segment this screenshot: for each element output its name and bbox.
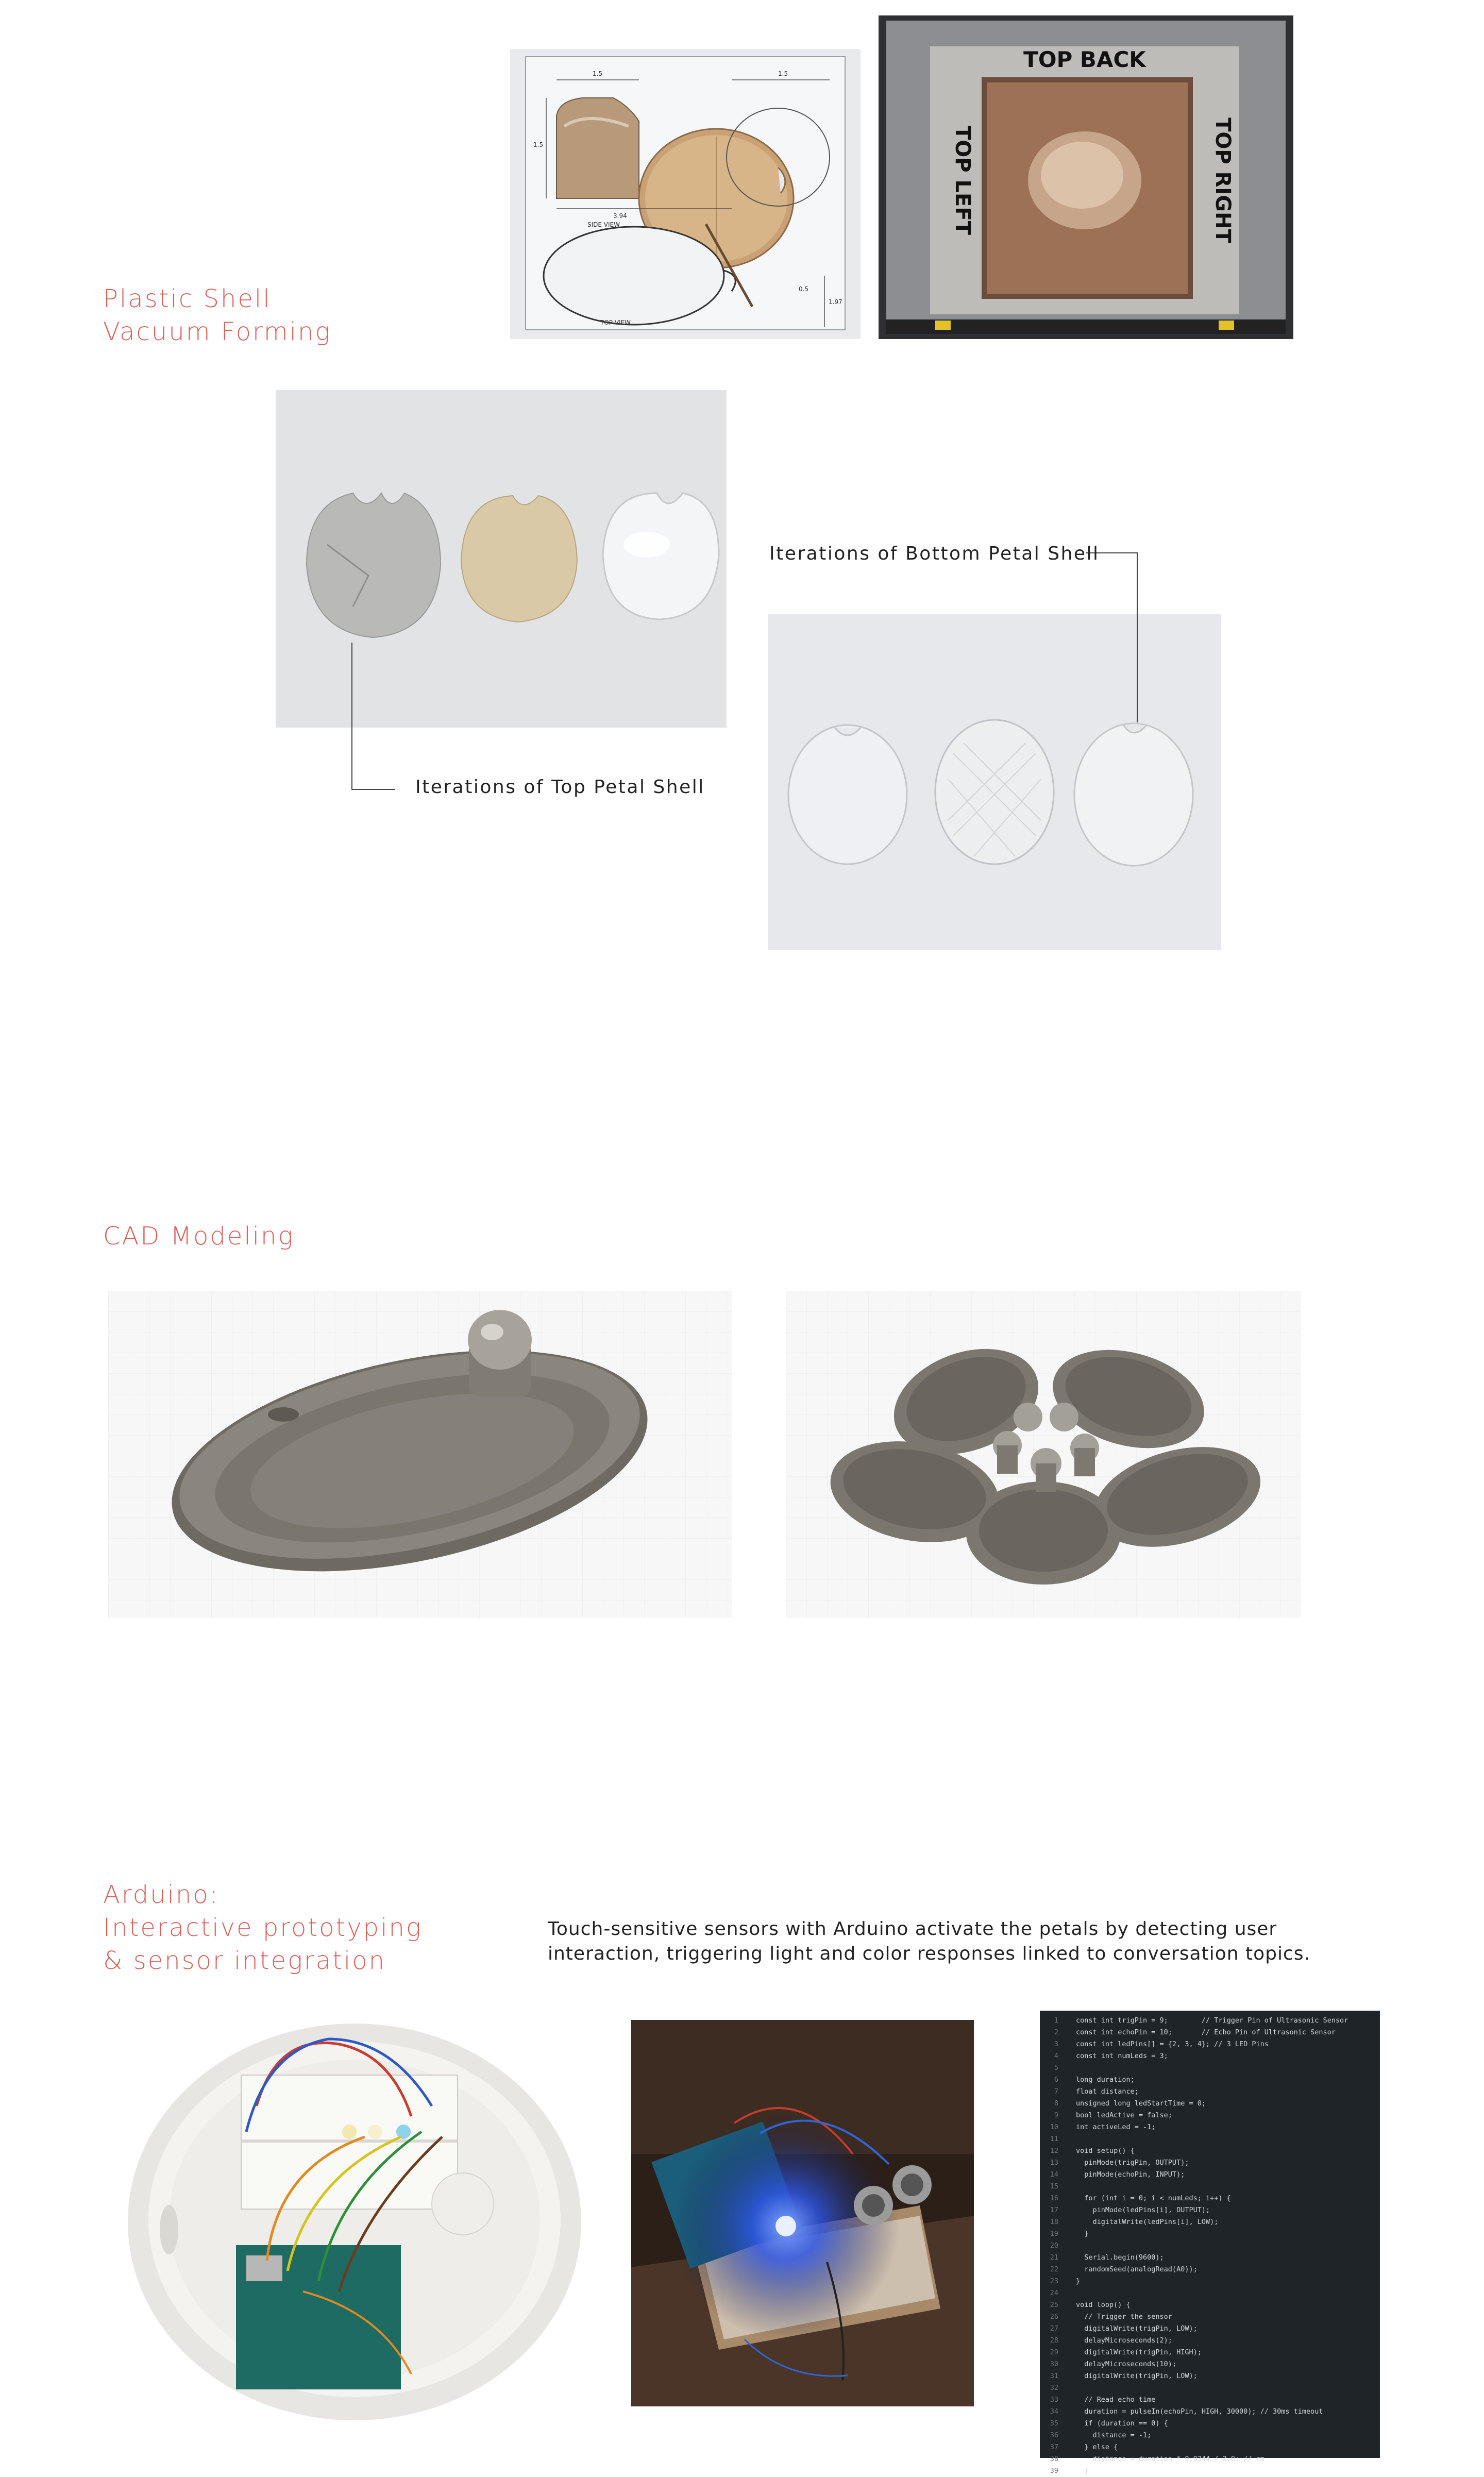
code-line bbox=[1040, 2228, 1380, 2240]
code-line bbox=[1040, 2121, 1380, 2133]
bottom-petal-iterations-photo bbox=[768, 614, 1221, 950]
arduino-in-petal-photo bbox=[123, 2003, 586, 2423]
code-line-number: 4 bbox=[1054, 2052, 1058, 2060]
code-line bbox=[1040, 2252, 1380, 2264]
top-petal-iterations-photo bbox=[276, 390, 727, 728]
code-line-number: 34 bbox=[1050, 2407, 1058, 2416]
mold-label-right: TOP RIGHT bbox=[1211, 117, 1235, 243]
dimension-label: 1.5 bbox=[778, 70, 788, 77]
code-line bbox=[1040, 2465, 1380, 2477]
code-line-number: 35 bbox=[1050, 2419, 1058, 2428]
top-petal-leader-horizontal bbox=[351, 789, 395, 790]
code-line-number: 6 bbox=[1054, 2076, 1058, 2084]
cad-petal-illustration bbox=[108, 1291, 732, 1618]
cad-modeling-heading: CAD Modeling bbox=[103, 1222, 295, 1251]
code-line-number: 39 bbox=[1050, 2467, 1058, 2475]
code-line-number: 20 bbox=[1050, 2242, 1058, 2250]
code-line-number: 7 bbox=[1054, 2087, 1058, 2096]
code-line bbox=[1040, 2133, 1380, 2145]
code-line-number: 30 bbox=[1050, 2360, 1058, 2368]
code-line-number: 9 bbox=[1054, 2111, 1058, 2119]
code-line-number: 29 bbox=[1050, 2348, 1058, 2356]
heading-line: Arduino: bbox=[103, 1880, 220, 1909]
code-line bbox=[1040, 2406, 1380, 2418]
code-line-number: 37 bbox=[1050, 2443, 1058, 2451]
arduino-heading bbox=[103, 1878, 423, 1977]
top-petal-leader-vertical bbox=[351, 643, 352, 789]
side-view-label: SIDE VIEW bbox=[587, 221, 620, 228]
code-line-text: delayMicroseconds(2); bbox=[1076, 2336, 1172, 2345]
heading-line: Plastic Shell bbox=[103, 284, 272, 313]
code-line-text: delayMicroseconds(10); bbox=[1076, 2360, 1177, 2368]
code-line-number: 33 bbox=[1050, 2396, 1058, 2404]
code-line-text: if (duration == 0) { bbox=[1076, 2419, 1168, 2428]
code-line-number: 17 bbox=[1050, 2206, 1058, 2214]
bottom-petal-caption: Iterations of Bottom Petal Shell bbox=[769, 543, 1100, 564]
code-line-text: float distance; bbox=[1076, 2087, 1139, 2096]
code-line bbox=[1040, 2382, 1380, 2394]
code-line bbox=[1040, 2453, 1380, 2465]
code-line-number: 25 bbox=[1050, 2301, 1058, 2309]
cad-flower-render bbox=[786, 1291, 1301, 1618]
code-line-number: 36 bbox=[1050, 2431, 1058, 2439]
code-line-number: 38 bbox=[1050, 2455, 1058, 2463]
dimension-label: 1.5 bbox=[533, 141, 544, 148]
dimension-label: 1.97 bbox=[829, 298, 842, 306]
arduino-description bbox=[548, 1917, 1310, 1966]
code-line-text: // Read echo time bbox=[1076, 2396, 1156, 2404]
code-line bbox=[1040, 2370, 1380, 2382]
code-line-text: // Trigger the sensor bbox=[1076, 2313, 1172, 2321]
code-line-number: 23 bbox=[1050, 2277, 1058, 2285]
code-line-number: 13 bbox=[1050, 2159, 1058, 2167]
code-line-text: for (int i = 0; i < numLeds; i++) { bbox=[1076, 2194, 1231, 2202]
code-line-number: 2 bbox=[1054, 2028, 1058, 2036]
code-line bbox=[1040, 2193, 1380, 2204]
heading-line: Vacuum Forming bbox=[103, 317, 332, 346]
code-line-text: digitalWrite(trigPin, LOW); bbox=[1076, 2372, 1198, 2380]
circuit-lit-illustration bbox=[631, 2020, 974, 2406]
code-line bbox=[1040, 2276, 1380, 2287]
code-line bbox=[1040, 2335, 1380, 2347]
code-line bbox=[1040, 2098, 1380, 2110]
description-line: Touch-sensitive sensors with Arduino activate the petals by detecting user bbox=[548, 1918, 1277, 1940]
description-line: interaction, triggering light and color responses linked to conversation topics. bbox=[548, 1943, 1310, 1964]
code-line-number: 27 bbox=[1050, 2324, 1058, 2333]
technical-drawing-photo bbox=[510, 49, 861, 339]
code-line-text: int activeLed = -1; bbox=[1076, 2123, 1156, 2131]
vacuum-mold-illustration bbox=[879, 15, 1293, 339]
code-line-text: duration = pulseIn(echoPin, HIGH, 30000); // 30ms timeout bbox=[1076, 2407, 1323, 2416]
bottom-petal-shells-illustration bbox=[768, 614, 1221, 950]
code-line-text: const int numLeds = 3; bbox=[1076, 2052, 1168, 2060]
cad-single-petal-render bbox=[108, 1291, 732, 1618]
code-line bbox=[1040, 2086, 1380, 2098]
code-line-number: 3 bbox=[1054, 2040, 1058, 2048]
code-line bbox=[1040, 2264, 1380, 2276]
code-line-number: 18 bbox=[1050, 2218, 1058, 2226]
code-line-number: 22 bbox=[1050, 2265, 1058, 2273]
arduino-code-screenshot bbox=[1040, 2011, 1380, 2475]
code-line bbox=[1040, 2347, 1380, 2358]
code-line-text: long duration; bbox=[1076, 2076, 1135, 2084]
code-line-text: randomSeed(analogRead(A0)); bbox=[1076, 2265, 1198, 2273]
code-line-text: } bbox=[1076, 2467, 1089, 2475]
code-line bbox=[1040, 2074, 1380, 2086]
vacuum-forming-heading bbox=[103, 282, 331, 348]
technical-drawing-illustration bbox=[510, 49, 861, 339]
top-view-label: TOP VIEW bbox=[600, 319, 631, 326]
heading-line: & sensor integration bbox=[103, 1946, 386, 1975]
mold-label-back: TOP BACK bbox=[1023, 47, 1146, 72]
dimension-label: 0.5 bbox=[799, 285, 809, 293]
code-line-number: 19 bbox=[1050, 2230, 1058, 2238]
code-line-number: 32 bbox=[1050, 2384, 1058, 2392]
code-line-number: 16 bbox=[1050, 2194, 1058, 2202]
code-line-text: digitalWrite(trigPin, LOW); bbox=[1076, 2324, 1198, 2333]
code-line-number: 31 bbox=[1050, 2372, 1058, 2380]
code-line-text: digitalWrite(trigPin, HIGH); bbox=[1076, 2348, 1202, 2356]
code-line-text: } else { bbox=[1076, 2443, 1118, 2451]
code-line bbox=[1040, 2038, 1380, 2050]
code-line-number: 28 bbox=[1050, 2336, 1058, 2345]
code-line-text: } bbox=[1076, 2277, 1081, 2285]
code-line-number: 11 bbox=[1050, 2135, 1058, 2143]
code-line-number: 15 bbox=[1050, 2182, 1058, 2190]
code-line-text: void setup() { bbox=[1076, 2147, 1135, 2155]
code-line bbox=[1040, 2216, 1380, 2228]
code-line-number: 24 bbox=[1050, 2289, 1058, 2297]
code-line bbox=[1040, 2204, 1380, 2216]
code-line-number: 1 bbox=[1054, 2016, 1058, 2025]
dimension-label: 1.5 bbox=[593, 70, 603, 77]
code-line-number: 21 bbox=[1050, 2253, 1058, 2262]
cad-flower-illustration bbox=[786, 1291, 1301, 1618]
code-line-number: 14 bbox=[1050, 2170, 1058, 2179]
code-line bbox=[1040, 2311, 1380, 2323]
bottom-petal-leader-vertical bbox=[1137, 552, 1138, 722]
code-line-number: 10 bbox=[1050, 2123, 1058, 2131]
code-line-text: Serial.begin(9600); bbox=[1076, 2253, 1164, 2262]
code-line-text: pinMode(trigPin, OUTPUT); bbox=[1076, 2159, 1189, 2167]
code-line-text: const int echoPin = 10; // Echo Pin of Ultrasonic Sensor bbox=[1076, 2028, 1336, 2036]
code-line-text: const int trigPin = 9; // Trigger Pin of Ultrasonic Sensor bbox=[1076, 2016, 1348, 2025]
dimension-label: 3.94 bbox=[613, 212, 627, 220]
code-line bbox=[1040, 2430, 1380, 2441]
code-line-text: pinMode(echoPin, INPUT); bbox=[1076, 2170, 1185, 2179]
code-line bbox=[1040, 2050, 1380, 2062]
code-line bbox=[1040, 2015, 1380, 2027]
code-line-number: 5 bbox=[1054, 2064, 1058, 2072]
code-line-text: unsigned long ledStartTime = 0; bbox=[1076, 2099, 1206, 2108]
code-line bbox=[1040, 2299, 1380, 2311]
code-line bbox=[1040, 2240, 1380, 2252]
code-line-text: digitalWrite(ledPins[i], LOW); bbox=[1076, 2218, 1219, 2226]
code-line bbox=[1040, 2157, 1380, 2169]
code-line-number: 12 bbox=[1050, 2147, 1058, 2155]
code-line bbox=[1040, 2418, 1380, 2430]
code-line-text: distance = -1; bbox=[1076, 2431, 1152, 2439]
code-line bbox=[1040, 2287, 1380, 2299]
code-line-number: 8 bbox=[1054, 2099, 1058, 2108]
code-line-text: void loop() { bbox=[1076, 2301, 1131, 2309]
top-petal-shells-illustration bbox=[276, 390, 727, 728]
vacuum-mold-photo bbox=[879, 15, 1293, 339]
code-line bbox=[1040, 2027, 1380, 2038]
code-line-text: distance = duration * 0.0344 / 2.0; // cm bbox=[1076, 2455, 1264, 2463]
heading-line: Interactive prototyping bbox=[103, 1913, 423, 1942]
code-line bbox=[1040, 2145, 1380, 2157]
code-line-text: bool ledActive = false; bbox=[1076, 2111, 1172, 2119]
code-line-number: 26 bbox=[1050, 2313, 1058, 2321]
top-petal-caption: Iterations of Top Petal Shell bbox=[415, 777, 705, 798]
arduino-petal-illustration bbox=[123, 2003, 586, 2423]
code-line bbox=[1040, 2441, 1380, 2453]
code-line-text: } bbox=[1076, 2230, 1089, 2238]
code-line-text: pinMode(ledPins[i], OUTPUT); bbox=[1076, 2206, 1210, 2214]
circuit-lit-photo bbox=[631, 2020, 974, 2406]
code-line bbox=[1040, 2394, 1380, 2406]
code-line bbox=[1040, 2169, 1380, 2181]
code-line bbox=[1040, 2062, 1380, 2074]
code-line bbox=[1040, 2181, 1380, 2193]
code-line bbox=[1040, 2110, 1380, 2121]
mold-label-left: TOP LEFT bbox=[951, 126, 974, 235]
code-lines bbox=[1040, 2015, 1380, 2477]
code-line-text: const int ledPins[] = {2, 3, 4}; // 3 LED Pins bbox=[1076, 2040, 1269, 2048]
code-line bbox=[1040, 2358, 1380, 2370]
code-line bbox=[1040, 2323, 1380, 2335]
